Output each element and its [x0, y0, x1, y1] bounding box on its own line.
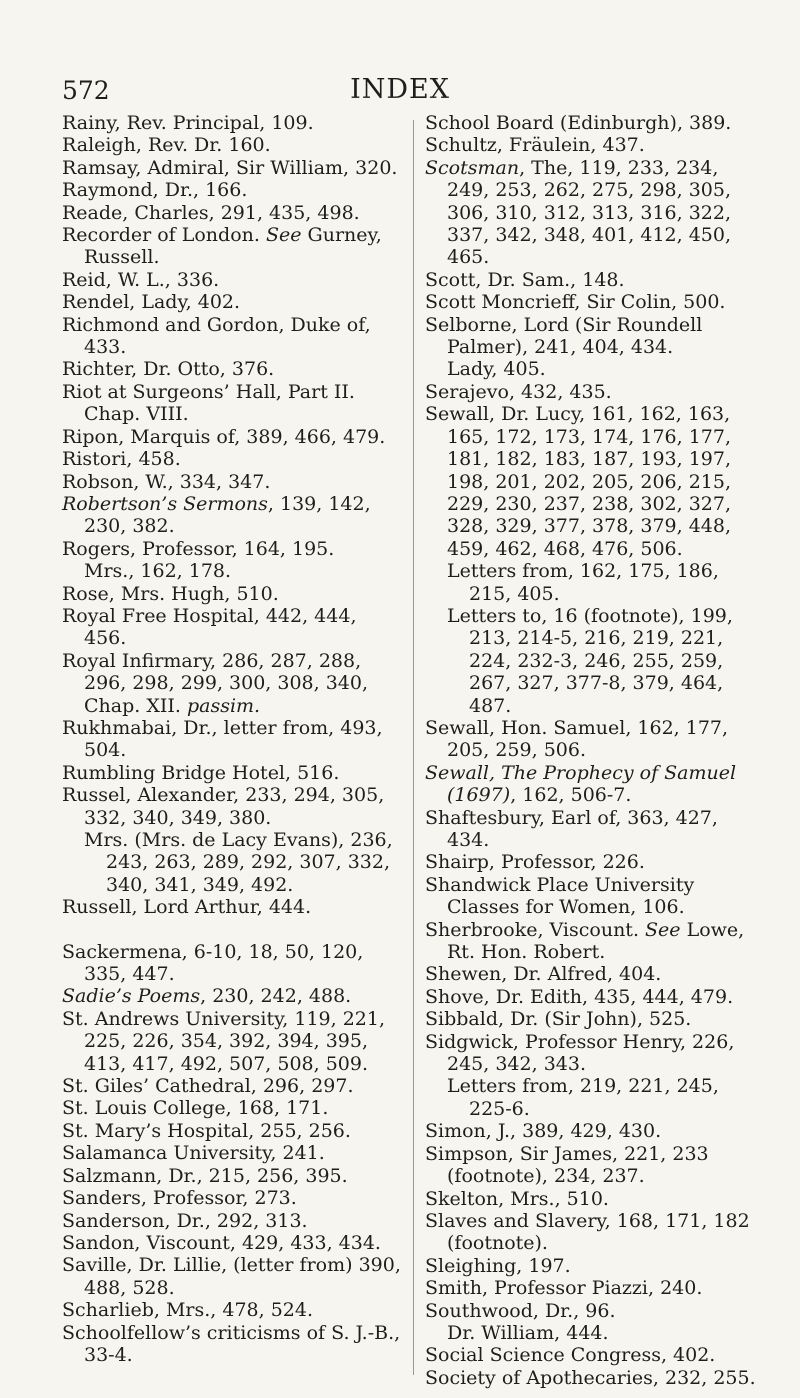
- index-entry: Ramsay, Admiral, Sir William, 320.: [62, 156, 398, 179]
- index-entry: Rendel, Lady, 402.: [62, 291, 241, 314]
- index-entry: Sackermena, 6-10, 18, 50, 120, 335, 447.: [62, 940, 364, 986]
- index-entry: Southwood, Dr., 96.: [425, 1299, 616, 1322]
- index-entry: Saville, Dr. Lillie, (letter from) 390, 488, 528.: [62, 1254, 401, 1299]
- index-entry: Royal Free Hospital, 442, 444, 456.: [62, 604, 357, 650]
- index-entry: Sewall, The Prophecy of Samuel (1697), 162, 506-7.: [425, 761, 737, 807]
- index-entry: Serajevo, 432, 435.: [425, 380, 612, 403]
- index-subentry: Dr. William, 444.: [447, 1321, 609, 1344]
- index-entry: Schultz, Fräulein, 437.: [425, 134, 645, 157]
- index-entry: Sherbrooke, Viscount. See Lowe, Rt. Hon. Robert.: [425, 918, 745, 964]
- index-entry: Sidgwick, Professor Henry, 226, 245, 342, 343.: [425, 1030, 735, 1076]
- index-subentry: Mrs. (Mrs. de Lacy Evans), 236, 243, 263, 289, 292, 307, 332, 340, 341, 349, 492.: [84, 829, 393, 896]
- index-entry: Society of Apothecaries, 232, 255.: [425, 1366, 756, 1389]
- index-entry: Rainy, Rev. Principal, 109.: [62, 112, 314, 134]
- index-entry: Royal Infirmary, 286, 287, 288, 296, 298, 299, 300, 308, 340, Chap. XII. passim.: [62, 649, 369, 717]
- index-entry: Simpson, Sir James, 221, 233 (footnote), 234, 237.: [425, 1142, 709, 1188]
- index-entry: Robertson’s Sermons, 139, 142, 230, 382.: [62, 492, 371, 538]
- index-entry: Sibbald, Dr. (Sir John), 525.: [425, 1008, 692, 1031]
- index-entry: Rumbling Bridge Hotel, 516.: [62, 761, 340, 784]
- index-entry: Scharlieb, Mrs., 478, 524.: [62, 1299, 313, 1322]
- index-entry: Slaves and Slavery, 168, 171, 182 (footnote).: [425, 1209, 750, 1255]
- index-entry: St. Andrews University, 119, 221, 225, 226, 354, 392, 394, 395, 413, 417, 492, 507, 508, 509.: [62, 1007, 386, 1075]
- index-subentry: Letters from, 219, 221, 245, 225-6.: [447, 1075, 719, 1120]
- index-entry: Shove, Dr. Edith, 435, 444, 479.: [425, 985, 734, 1008]
- index-entry: Smith, Professor Piazzi, 240.: [425, 1277, 703, 1300]
- index-subentry: Letters to, 16 (footnote), 199, 213, 214-5, 216, 219, 221, 224, 232-3, 246, 255, 259, 267, 327, 377-8, 379, 464, 487.: [447, 604, 733, 717]
- index-entry: Salamanca University, 241.: [62, 1142, 325, 1165]
- index-entry: Sewall, Hon. Samuel, 162, 177, 205, 259, 506.: [425, 716, 729, 762]
- index-entry: Sadie’s Poems, 230, 242, 488.: [62, 985, 352, 1008]
- index-entry: St. Louis College, 168, 171.: [62, 1097, 329, 1120]
- index-entry: Raleigh, Rev. Dr. 160.: [62, 134, 271, 157]
- index-entry: School Board (Edinburgh), 389.: [425, 112, 732, 134]
- index-entry: Scott Moncrieff, Sir Colin, 500.: [425, 291, 726, 314]
- index-entry: Skelton, Mrs., 510.: [425, 1187, 609, 1210]
- column-divider: [413, 120, 414, 1375]
- index-column-left: [62, 112, 402, 1366]
- index-entry: Raymond, Dr., 166.: [62, 179, 248, 202]
- index-entry: Robson, W., 334, 347.: [62, 470, 271, 493]
- index-entry: Rogers, Professor, 164, 195.: [62, 537, 335, 560]
- index-entry: Rukhmabai, Dr., letter from, 493, 504.: [62, 716, 383, 762]
- index-entry: Reade, Charles, 291, 435, 498.: [62, 201, 360, 224]
- index-entry: St. Mary’s Hospital, 255, 256.: [62, 1119, 351, 1142]
- index-entry: Sanders, Professor, 273.: [62, 1187, 297, 1210]
- index-entry: Richmond and Gordon, Duke of, 433.: [62, 313, 371, 359]
- index-entry: Richter, Dr. Otto, 376.: [62, 358, 275, 381]
- index-column-right: [425, 112, 765, 1389]
- index-entry: St. Giles’ Cathedral, 296, 297.: [62, 1075, 354, 1098]
- index-entry: Shandwick Place University Classes for Women, 106.: [425, 873, 695, 919]
- index-entry: Recorder of London. See Gurney, Russell.: [62, 224, 382, 269]
- index-entry: Sleighing, 197.: [425, 1254, 571, 1277]
- index-entry: Rose, Mrs. Hugh, 510.: [62, 582, 279, 605]
- index-entry: Ripon, Marquis of, 389, 466, 479.: [62, 425, 386, 448]
- index-subentry: Letters from, 162, 175, 186, 215, 405.: [447, 560, 719, 605]
- index-entry: Simon, J., 389, 429, 430.: [425, 1120, 662, 1143]
- index-entry: Shaftesbury, Earl of, 363, 427, 434.: [425, 806, 718, 851]
- index-entry: Social Science Congress, 402.: [425, 1344, 716, 1367]
- running-head: INDEX: [350, 74, 450, 105]
- index-entry: Sewall, Dr. Lucy, 161, 162, 163, 165, 172, 173, 174, 176, 177, 181, 182, 183, 187, 193, 197, 198, 201, 202, 205, 206, 215, 229, 230, 237, 238, 302, 327, 328, 329, 377, 378, 379, 448, 459, 462, 468, 476, 506.: [425, 403, 732, 560]
- index-entry: Sanderson, Dr., 292, 313.: [62, 1209, 308, 1232]
- index-entry: Salzmann, Dr., 215, 256, 395.: [62, 1164, 348, 1187]
- index-entry: Schoolfellow’s criticisms of S. J.-B., 33-4.: [62, 1321, 401, 1366]
- index-entry: Russell, Lord Arthur, 444.: [62, 896, 312, 919]
- page-number: 572: [62, 76, 110, 105]
- index-entry: Shairp, Professor, 226.: [425, 851, 645, 874]
- index-entry: Scotsman, The, 119, 233, 234, 249, 253, 262, 275, 298, 305, 306, 310, 312, 313, 316, 322, 337, 342, 348, 401, 412, 450, 465.: [425, 156, 732, 269]
- index-entry: Reid, W. L., 336.: [62, 268, 220, 291]
- index-entry: Ristori, 458.: [62, 448, 181, 471]
- index-entry: Riot at Surgeons’ Hall, Part II. Chap. VIII.: [62, 380, 355, 426]
- index-entry: Russel, Alexander, 233, 294, 305, 332, 340, 349, 380.: [62, 784, 385, 829]
- index-subentry: Mrs., 162, 178.: [84, 560, 232, 583]
- index-entry: Scott, Dr. Sam., 148.: [425, 268, 625, 291]
- index-entry: Selborne, Lord (Sir Roundell Palmer), 241, 404, 434.: [425, 313, 703, 359]
- index-subentry: Lady, 405.: [447, 358, 546, 381]
- index-entry: Sandon, Viscount, 429, 433, 434.: [62, 1231, 381, 1254]
- index-entry: Shewen, Dr. Alfred, 404.: [425, 963, 662, 986]
